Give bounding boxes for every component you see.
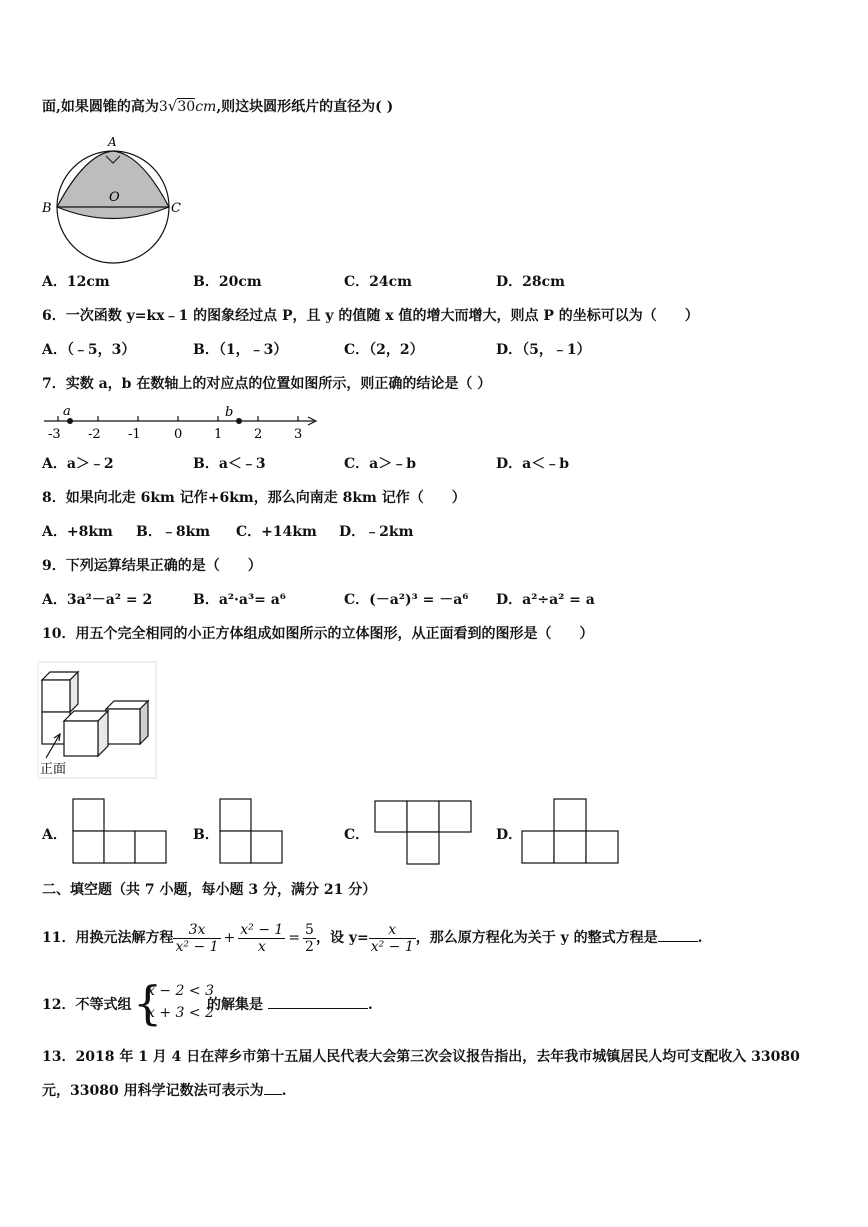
q5-stem-prefix: 面,如果圆锥的高为 (42, 99, 159, 115)
frac2-den: x (257, 938, 266, 955)
q7-number-line (42, 402, 332, 444)
q10-solid-figure (38, 662, 156, 778)
radical-unit: cm (195, 99, 217, 115)
q13-answer-blank[interactable] (264, 1094, 282, 1095)
label-c: C (171, 201, 181, 216)
q11-suffix: ，那么原方程化为关于 y 的整式方程是 (415, 930, 658, 946)
q12-ineq-1: x − 2 < 3 (147, 983, 214, 999)
frac4-num: x (369, 922, 416, 939)
q10-option-b-figure[interactable] (218, 797, 286, 865)
q11-stem (42, 914, 703, 962)
q10-option-c-figure[interactable] (373, 799, 473, 867)
q12-brace: { (133, 976, 163, 1030)
label-a: A (108, 135, 117, 149)
tick-label-3: 3 (294, 427, 303, 442)
q10-option-a[interactable]: A． (42, 827, 67, 843)
q12-suffix-line (207, 996, 373, 1014)
q13-line-2 (42, 1082, 286, 1100)
q6-option-d[interactable]: D．（5，﹣1） (496, 342, 591, 358)
label-b: B (42, 201, 52, 216)
q11-eq: = (288, 930, 301, 946)
q11-answer-blank[interactable] (658, 941, 698, 942)
q9-option-a[interactable]: A．3a²－a² = 2 (42, 592, 153, 608)
q10-option-a-figure[interactable] (71, 797, 169, 865)
q8-option-d[interactable]: D．﹣2km (339, 524, 414, 540)
q7-option-a[interactable]: A．a＞﹣2 (42, 456, 114, 472)
tick-label-neg1: -1 (128, 427, 141, 442)
q12-suffix: 的解集是 (207, 997, 263, 1013)
tick-label-2: 2 (254, 427, 263, 442)
q8-option-c[interactable]: C．+14km (236, 524, 317, 540)
q5-option-b[interactable]: B．20cm (193, 274, 262, 290)
q10-option-c[interactable]: C． (344, 827, 370, 843)
front-label: 正面 (40, 762, 67, 777)
label-o: O (109, 190, 120, 205)
tick-label-1: 1 (214, 427, 223, 442)
q10-option-d-figure[interactable] (520, 797, 620, 865)
q12-prefix: 12．不等式组 (42, 997, 132, 1013)
q12-answer-blank[interactable] (268, 1008, 368, 1009)
q11-prefix: 11．用换元法解方程 (42, 930, 174, 946)
q8-option-b[interactable]: B．﹣8km (136, 524, 211, 540)
radical-coef: 3 (158, 99, 168, 115)
frac1-den: x² − 1 (175, 938, 219, 955)
q7-option-b[interactable]: B．a＜﹣3 (193, 456, 266, 472)
q12-ineq-2: x + 3 < 2 (147, 1005, 214, 1021)
q9-stem: 9．下列运算结果正确的是（ ） (42, 558, 262, 574)
tick-label-neg3: -3 (48, 427, 61, 442)
q6-option-c[interactable]: C．（2，2） (344, 342, 424, 358)
q7-stem: 7．实数 a，b 在数轴上的对应点的位置如图所示，则正确的结论是（ ） (42, 376, 492, 392)
q5-stem-suffix: ,则这块圆形纸片的直径为( ) (216, 99, 394, 115)
section-2-title: 二、填空题（共 7 小题，每小题 3 分，满分 21 分） (42, 882, 377, 898)
q12-system (147, 980, 214, 1024)
frac2-num: x² − 1 (240, 921, 284, 938)
q11-frac-3 (303, 922, 316, 955)
q10-option-b[interactable]: B． (193, 827, 219, 843)
tick-label-neg2: -2 (88, 427, 101, 442)
q11-plus: + (223, 930, 236, 946)
q9-option-c[interactable]: C．(－a²)³ = －a⁶ (344, 592, 469, 608)
frac3-den: 2 (305, 938, 314, 955)
q11-frac-2 (238, 922, 285, 955)
tick-label-0: 0 (174, 427, 183, 442)
q6-option-a[interactable]: A．（﹣5，3） (42, 342, 136, 358)
q11-frac-4 (369, 922, 416, 955)
q13-end: . (281, 1083, 287, 1099)
frac1-num: 3x (173, 922, 220, 939)
q13-line-1: 13．2018 年 1 月 4 日在萍乡市第十五届人民代表大会第三次会议报告指出，去年我市城镇居民人均可支配收入 33080 (42, 1049, 800, 1065)
q5-option-a[interactable]: A．12cm (42, 274, 110, 290)
q5-circle-figure (40, 130, 190, 260)
q5-radical: 3√30cm (158, 97, 217, 115)
q5-option-c[interactable]: C．24cm (344, 274, 412, 290)
q8-option-a[interactable]: A．+8km (42, 524, 113, 540)
q8-stem: 8．如果向北走 6km 记作+6km，那么向南走 8km 记作（ ） (42, 490, 466, 506)
q5-stem (42, 97, 393, 116)
point-a-label: a (63, 404, 71, 419)
q10-stem: 10．用五个完全相同的小正方体组成如图所示的立体图形，从正面看到的图形是（ ） (42, 626, 594, 642)
q11-mid: ，设 y= (315, 930, 369, 946)
point-b-label: b (225, 405, 234, 420)
q12-end: . (367, 997, 373, 1013)
q13-line-2-text: 元，33080 用科学记数法可表示为 (42, 1083, 264, 1099)
q7-option-c[interactable]: C．a＞﹣b (344, 456, 417, 472)
q6-option-b[interactable]: B．（1，﹣3） (193, 342, 288, 358)
q6-stem: 6．一次函数 y=kx﹣1 的图象经过点 P，且 y 的值随 x 值的增大而增大，则点 P 的坐标可以为（ ） (42, 308, 699, 324)
q11-frac-1 (173, 922, 220, 955)
frac4-den: x² − 1 (370, 938, 414, 955)
q7-option-d[interactable]: D．a＜﹣b (496, 456, 570, 472)
frac3-num: 5 (305, 921, 314, 938)
q10-option-d[interactable]: D． (496, 827, 523, 843)
q9-option-b[interactable]: B．a²·a³= a⁶ (193, 592, 286, 608)
q11-end: . (697, 930, 703, 946)
q9-option-d[interactable]: D．a²÷a² = a (496, 592, 595, 608)
radical-arg: 30 (177, 99, 196, 115)
q5-option-d[interactable]: D．28cm (496, 274, 565, 290)
